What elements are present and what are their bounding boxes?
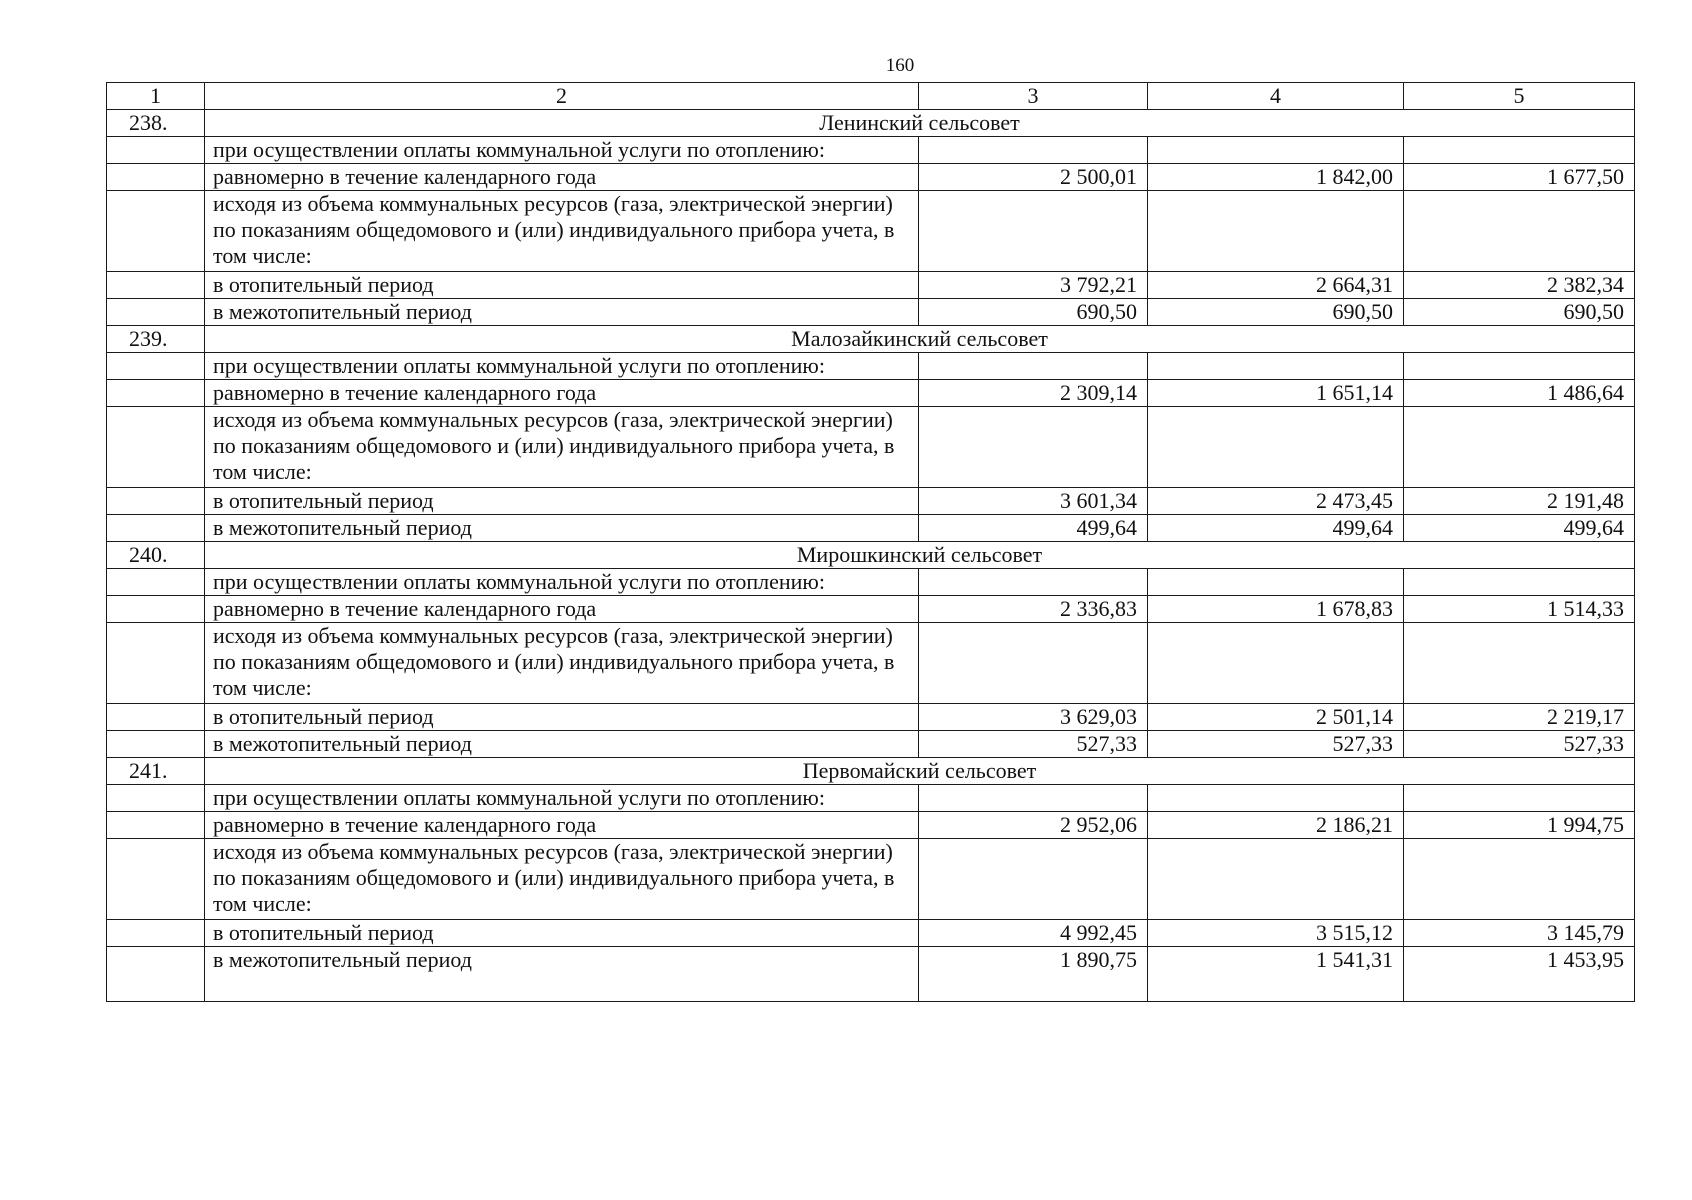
section-title: Первомайский сельсовет: [205, 758, 1635, 785]
row-number-cell: [107, 731, 205, 758]
value-cell-col3: [919, 353, 1148, 380]
page-number: 160: [885, 55, 915, 76]
value-cell-col5: [1404, 191, 1635, 272]
row-number-cell: [107, 596, 205, 623]
value-cell-col4: [1148, 137, 1404, 164]
section-row: [107, 110, 1635, 137]
row-number-cell: [107, 407, 205, 488]
row-number-cell: [107, 191, 205, 272]
row-label: равномерно в течение календарного года: [205, 380, 919, 407]
table-row: [107, 596, 1635, 623]
table-row: [107, 380, 1635, 407]
row-label: в межотопительный период: [205, 731, 919, 758]
row-label: исходя из объема коммунальных ресурсов (газа, электрической энергии) по показаниям общедомового и (или) индивидуального прибора учета, в том числе:: [205, 191, 919, 272]
table-row: [107, 272, 1635, 299]
value-cell-col3: [919, 407, 1148, 488]
value-cell-col3: [919, 191, 1148, 272]
value-cell-col3: [919, 137, 1148, 164]
value-cell-col4: 527,33: [1148, 731, 1404, 758]
value-cell-col4: [1148, 623, 1404, 704]
value-cell-col5: 1 514,33: [1404, 596, 1635, 623]
section-title: Ленинский сельсовет: [205, 110, 1635, 137]
row-number-cell: [107, 704, 205, 731]
value-cell-col5: [1404, 623, 1635, 704]
value-cell-col4: 3 515,12: [1148, 920, 1404, 947]
value-cell-col4: [1148, 191, 1404, 272]
value-cell-col5: 1 994,75: [1404, 812, 1635, 839]
table-row: [107, 947, 1635, 1002]
value-cell-col3: 3 629,03: [919, 704, 1148, 731]
value-cell-col4: [1148, 839, 1404, 920]
table-row: [107, 731, 1635, 758]
row-label: в отопительный период: [205, 272, 919, 299]
section-number: 238.: [107, 110, 205, 137]
row-number-cell: [107, 569, 205, 596]
section-number: 241.: [107, 758, 205, 785]
value-cell-col4: [1148, 407, 1404, 488]
header-cell-2: 2: [205, 83, 919, 110]
value-cell-col4: [1148, 785, 1404, 812]
table-row: [107, 137, 1635, 164]
table-row: [107, 839, 1635, 920]
value-cell-col4: 1 651,14: [1148, 380, 1404, 407]
section-title: Мирошкинский сельсовет: [205, 542, 1635, 569]
value-cell-col3: [919, 569, 1148, 596]
header-cell-4: 4: [1148, 83, 1404, 110]
value-cell-col5: 2 382,34: [1404, 272, 1635, 299]
row-number-cell: [107, 812, 205, 839]
section-number: 239.: [107, 326, 205, 353]
value-cell-col3: 690,50: [919, 299, 1148, 326]
value-cell-col4: 1 678,83: [1148, 596, 1404, 623]
value-cell-col3: [919, 623, 1148, 704]
value-cell-col3: [919, 785, 1148, 812]
value-cell-col4: 690,50: [1148, 299, 1404, 326]
row-label: при осуществлении оплаты коммунальной услуги по отоплению:: [205, 353, 919, 380]
value-cell-col5: 3 145,79: [1404, 920, 1635, 947]
value-cell-col4: 2 664,31: [1148, 272, 1404, 299]
value-cell-col3: 1 890,75: [919, 947, 1148, 1002]
value-cell-col3: 2 500,01: [919, 164, 1148, 191]
row-label: исходя из объема коммунальных ресурсов (газа, электрической энергии) по показаниям общедомового и (или) индивидуального прибора учета, в том числе:: [205, 407, 919, 488]
value-cell-col5: [1404, 785, 1635, 812]
value-cell-col5: [1404, 839, 1635, 920]
value-cell-col5: 690,50: [1404, 299, 1635, 326]
value-cell-col5: [1404, 137, 1635, 164]
value-cell-col5: [1404, 353, 1635, 380]
row-number-cell: [107, 164, 205, 191]
value-cell-col3: 2 309,14: [919, 380, 1148, 407]
value-cell-col3: [919, 839, 1148, 920]
value-cell-col4: 2 473,45: [1148, 488, 1404, 515]
table-row: [107, 299, 1635, 326]
value-cell-col5: 499,64: [1404, 515, 1635, 542]
value-cell-col3: 499,64: [919, 515, 1148, 542]
table-row: [107, 704, 1635, 731]
value-cell-col5: 2 219,17: [1404, 704, 1635, 731]
value-cell-col4: 1 541,31: [1148, 947, 1404, 1002]
value-cell-col4: 1 842,00: [1148, 164, 1404, 191]
row-label: исходя из объема коммунальных ресурсов (газа, электрической энергии) по показаниям общедомового и (или) индивидуального прибора учета, в том числе:: [205, 839, 919, 920]
row-label: в межотопительный период: [205, 947, 919, 1002]
value-cell-col4: [1148, 569, 1404, 596]
table-row: [107, 623, 1635, 704]
row-label: при осуществлении оплаты коммунальной услуги по отоплению:: [205, 785, 919, 812]
row-number-cell: [107, 299, 205, 326]
row-label: равномерно в течение календарного года: [205, 164, 919, 191]
section-number: 240.: [107, 542, 205, 569]
value-cell-col5: 1 677,50: [1404, 164, 1635, 191]
row-number-cell: [107, 515, 205, 542]
row-label: исходя из объема коммунальных ресурсов (газа, электрической энергии) по показаниям общедомового и (или) индивидуального прибора учета, в том числе:: [205, 623, 919, 704]
value-cell-col4: 2 501,14: [1148, 704, 1404, 731]
section-row: [107, 758, 1635, 785]
row-label: в межотопительный период: [205, 515, 919, 542]
value-cell-col3: 4 992,45: [919, 920, 1148, 947]
row-number-cell: [107, 272, 205, 299]
value-cell-col4: 499,64: [1148, 515, 1404, 542]
section-row: [107, 542, 1635, 569]
value-cell-col3: 527,33: [919, 731, 1148, 758]
value-cell-col3: 2 952,06: [919, 812, 1148, 839]
header-cell-5: 5: [1404, 83, 1635, 110]
value-cell-col3: 3 792,21: [919, 272, 1148, 299]
row-number-cell: [107, 380, 205, 407]
value-cell-col3: 2 336,83: [919, 596, 1148, 623]
row-label: в отопительный период: [205, 488, 919, 515]
value-cell-col5: [1404, 569, 1635, 596]
table-row: [107, 569, 1635, 596]
value-cell-col4: [1148, 353, 1404, 380]
value-cell-col5: 1 453,95: [1404, 947, 1635, 1002]
table-row: [107, 488, 1635, 515]
value-cell-col5: 1 486,64: [1404, 380, 1635, 407]
table-row: [107, 920, 1635, 947]
row-number-cell: [107, 623, 205, 704]
value-cell-col5: 2 191,48: [1404, 488, 1635, 515]
table-row: [107, 515, 1635, 542]
table-row: [107, 353, 1635, 380]
row-label: равномерно в течение календарного года: [205, 812, 919, 839]
header-row: [107, 83, 1635, 110]
table-row: [107, 191, 1635, 272]
table-row: [107, 164, 1635, 191]
row-label: в отопительный период: [205, 920, 919, 947]
row-number-cell: [107, 353, 205, 380]
tariff-table: [106, 82, 1635, 1002]
row-number-cell: [107, 839, 205, 920]
row-label: при осуществлении оплаты коммунальной услуги по отоплению:: [205, 137, 919, 164]
value-cell-col5: 527,33: [1404, 731, 1635, 758]
value-cell-col5: [1404, 407, 1635, 488]
section-title: Малозайкинский сельсовет: [205, 326, 1635, 353]
section-row: [107, 326, 1635, 353]
row-number-cell: [107, 137, 205, 164]
row-number-cell: [107, 785, 205, 812]
row-number-cell: [107, 947, 205, 1002]
table-row: [107, 407, 1635, 488]
value-cell-col4: 2 186,21: [1148, 812, 1404, 839]
header-cell-1: 1: [107, 83, 205, 110]
value-cell-col3: 3 601,34: [919, 488, 1148, 515]
row-number-cell: [107, 920, 205, 947]
table-row: [107, 812, 1635, 839]
row-number-cell: [107, 488, 205, 515]
row-label: в межотопительный период: [205, 299, 919, 326]
table-row: [107, 785, 1635, 812]
row-label: при осуществлении оплаты коммунальной услуги по отоплению:: [205, 569, 919, 596]
row-label: в отопительный период: [205, 704, 919, 731]
header-cell-3: 3: [919, 83, 1148, 110]
row-label: равномерно в течение календарного года: [205, 596, 919, 623]
